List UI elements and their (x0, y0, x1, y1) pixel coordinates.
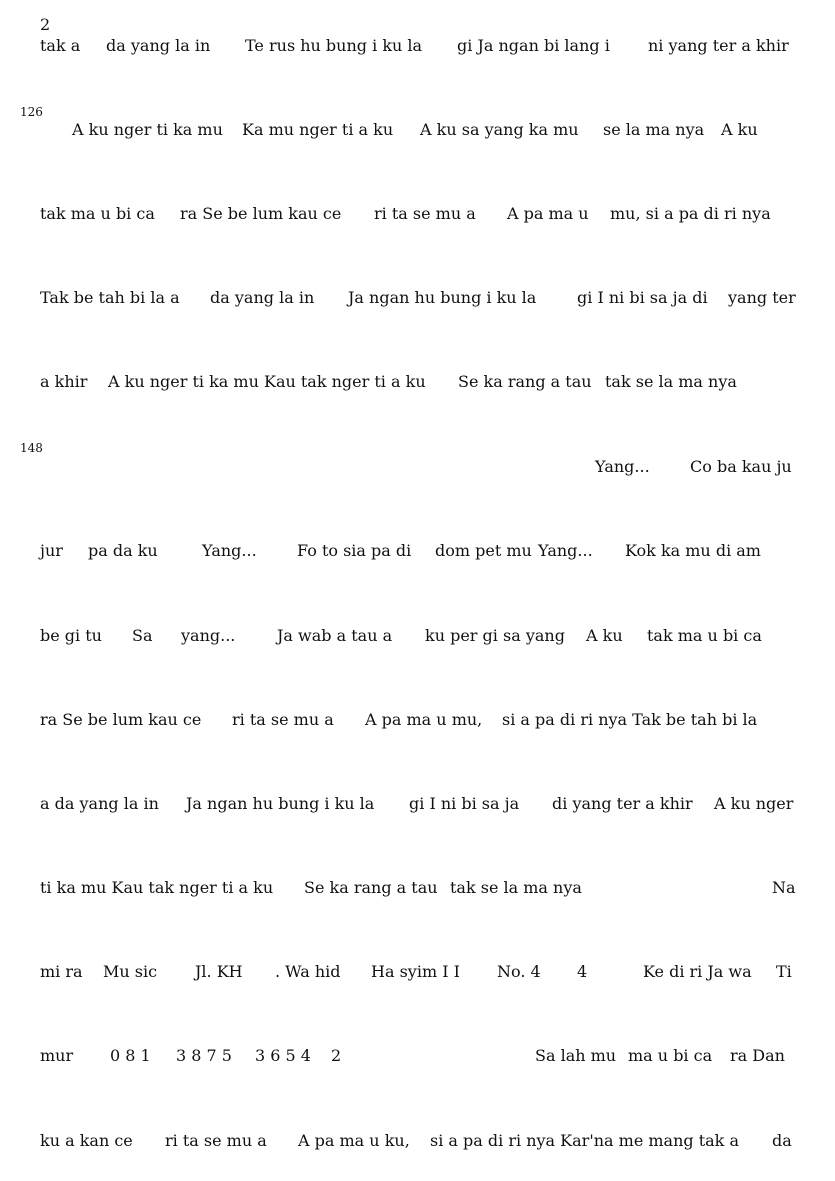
lyric-syllables: si a pa di ri nya Kar'na me mang tak a (430, 1131, 739, 1150)
lyric-syllables: 3 6 5 4 (255, 1046, 311, 1065)
lyric-syllables: dom pet mu (435, 541, 532, 560)
lyric-syllables: ma u bi ca (628, 1046, 713, 1065)
lyric-line (40, 709, 796, 731)
lyric-syllables: A ku (586, 626, 623, 645)
lyric-syllables: Fo to sia pa di (297, 541, 412, 560)
lyric-syllables: a da yang la in (40, 794, 159, 813)
measure-number: 126 (20, 105, 43, 119)
lyric-syllables: gi Ja ngan bi lang i (457, 36, 610, 55)
lyric-syllables: A ku nger ti ka mu (72, 120, 223, 139)
lyric-line (40, 877, 796, 899)
lyric-syllables: A ku nger (714, 794, 794, 813)
lyric-syllables: Na (772, 878, 796, 897)
lyric-syllables: 2 (331, 1046, 342, 1065)
lyric-syllables: Yang... (595, 457, 650, 476)
measure-number: 148 (20, 441, 43, 455)
lyric-syllables: mi ra (40, 962, 83, 981)
lyric-line (40, 793, 796, 815)
lyric-syllables: Te rus hu bung i ku la (245, 36, 423, 55)
lyric-syllables: A ku sa yang ka mu (420, 120, 579, 139)
lyric-syllables: Ja ngan hu bung i ku la (348, 288, 537, 307)
lyric-syllables: di yang ter a khir (552, 794, 693, 813)
lyric-syllables: 4 (577, 962, 588, 981)
lyric-syllables: mur (40, 1046, 74, 1065)
lyric-syllables: ra Se be lum kau ce (180, 204, 342, 223)
lyric-syllables: ra Se be lum kau ce (40, 710, 202, 729)
lyric-syllables: se la ma nya (603, 120, 705, 139)
lyric-syllables: tak ma u bi ca (40, 204, 155, 223)
lyric-syllables: tak ma u bi ca (647, 626, 762, 645)
lyric-syllables: Ja ngan hu bung i ku la (186, 794, 375, 813)
lyric-syllables: Se ka rang a tau (304, 878, 438, 897)
lyric-syllables: Ka mu nger ti a ku (242, 120, 394, 139)
lyric-syllables: a khir (40, 372, 88, 391)
lyric-syllables: Yang... (202, 541, 257, 560)
lyric-syllables: Jl. KH (195, 962, 243, 981)
lyric-syllables: ri ta se mu a (374, 204, 476, 223)
lyric-line (40, 540, 796, 562)
page-number: 2 (40, 15, 51, 34)
lyric-syllables: A ku (721, 120, 758, 139)
lyric-syllables: Ja wab a tau a (277, 626, 393, 645)
lyric-syllables: Ke di ri Ja wa (643, 962, 752, 981)
lyric-line (40, 203, 796, 225)
lyric-line (40, 1045, 796, 1067)
lyric-syllables: No. 4 (497, 962, 541, 981)
lyric-syllables: jur (40, 541, 63, 560)
lyric-syllables: A ku nger ti ka mu Kau tak nger ti a ku (108, 372, 426, 391)
lyric-syllables: Ha syim I I (371, 962, 460, 981)
lyric-syllables: ni yang ter a khir (648, 36, 789, 55)
lyric-syllables: Co ba kau ju (690, 457, 792, 476)
lyric-syllables: yang... (181, 626, 236, 645)
lyric-line (40, 625, 796, 647)
lyric-syllables: ku a kan ce (40, 1131, 133, 1150)
lyric-syllables: da yang la in (106, 36, 211, 55)
lyric-syllables: tak se la ma nya (450, 878, 582, 897)
lyric-syllables: Mu sic (103, 962, 158, 981)
lyric-syllables: ri ta se mu a (232, 710, 334, 729)
lyric-syllables: A pa ma u mu, (365, 710, 483, 729)
lyric-syllables: gi I ni bi sa ja (409, 794, 520, 813)
lyric-syllables: yang ter (728, 288, 796, 307)
lyric-syllables: da (772, 1131, 792, 1150)
lyric-syllables: Se ka rang a tau (458, 372, 592, 391)
lyric-syllables: A pa ma u ku, (298, 1131, 410, 1150)
lyric-syllables: mu, si a pa di ri nya (610, 204, 771, 223)
lyric-syllables: ti ka mu Kau tak nger ti a ku (40, 878, 274, 897)
lyric-syllables: Yang... (538, 541, 593, 560)
lyric-syllables: Kok ka mu di am (625, 541, 761, 560)
lyric-syllables: 3 8 7 5 (176, 1046, 232, 1065)
lyric-syllables: si a pa di ri nya Tak be tah bi la (502, 710, 758, 729)
lyric-syllables: pa da ku (88, 541, 158, 560)
lyric-syllables: . Wa hid (275, 962, 341, 981)
lyric-syllables: gi I ni bi sa ja di (577, 288, 708, 307)
lyric-syllables: A pa ma u (507, 204, 589, 223)
lyric-syllables: be gi tu (40, 626, 102, 645)
lyric-syllables: Sa lah mu (535, 1046, 617, 1065)
lyric-line (40, 287, 796, 309)
lyric-syllables: ku per gi sa yang (425, 626, 565, 645)
lyric-syllables: Ti (776, 962, 792, 981)
lyric-line (40, 456, 796, 478)
lyric-syllables: tak a (40, 36, 81, 55)
lyric-line (40, 1130, 796, 1152)
lyric-syllables: tak se la ma nya (605, 372, 737, 391)
lyric-line (40, 35, 796, 57)
lyric-line (40, 371, 796, 393)
lyric-syllables: Tak be tah bi la a (40, 288, 180, 307)
lyric-syllables: da yang la in (210, 288, 315, 307)
lyric-syllables: Sa (132, 626, 153, 645)
lyric-syllables: 0 8 1 (110, 1046, 151, 1065)
lyric-syllables: ri ta se mu a (165, 1131, 267, 1150)
lyric-line (40, 961, 796, 983)
lyric-syllables: ra Dan (730, 1046, 785, 1065)
lyric-line (40, 119, 796, 141)
